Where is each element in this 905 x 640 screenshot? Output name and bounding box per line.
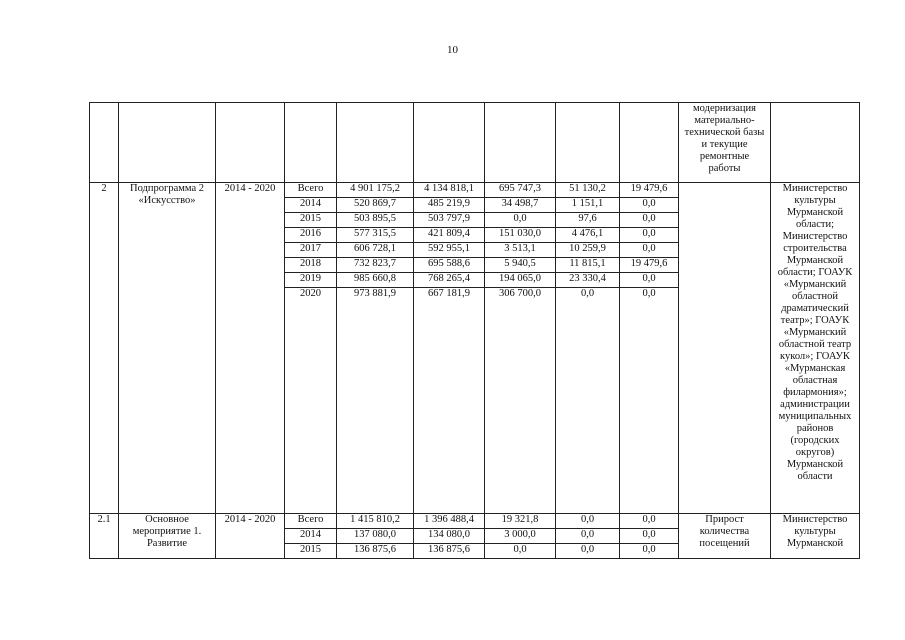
value-local: 0,0 xyxy=(556,544,620,559)
value-other: 0,0 xyxy=(620,288,679,514)
value-local: 1 151,1 xyxy=(556,198,620,213)
value-other: 0,0 xyxy=(620,228,679,243)
empty-cell xyxy=(771,103,860,183)
table-row-continuation xyxy=(90,103,860,183)
value-regional: 1 396 488,4 xyxy=(414,514,485,529)
responsible-cell: Министерство культуры Мурманской xyxy=(771,514,860,559)
value-federal: 151 030,0 xyxy=(485,228,556,243)
empty-cell xyxy=(216,103,285,183)
value-local: 10 259,9 xyxy=(556,243,620,258)
value-federal: 3 513,1 xyxy=(485,243,556,258)
empty-cell xyxy=(620,103,679,183)
value-federal: 194 065,0 xyxy=(485,273,556,288)
year-cell: Всего xyxy=(285,183,337,198)
value-total: 973 881,9 xyxy=(337,288,414,514)
value-total: 985 660,8 xyxy=(337,273,414,288)
empty-cell xyxy=(414,103,485,183)
value-federal: 5 940,5 xyxy=(485,258,556,273)
value-total: 137 080,0 xyxy=(337,529,414,544)
value-total: 503 895,5 xyxy=(337,213,414,228)
value-federal: 306 700,0 xyxy=(485,288,556,514)
page-number: 10 xyxy=(447,44,458,56)
value-other: 0,0 xyxy=(620,213,679,228)
value-total: 1 415 810,2 xyxy=(337,514,414,529)
value-federal: 19 321,8 xyxy=(485,514,556,529)
year-cell: 2019 xyxy=(285,273,337,288)
value-regional: 136 875,6 xyxy=(414,544,485,559)
value-total: 577 315,5 xyxy=(337,228,414,243)
value-other: 0,0 xyxy=(620,243,679,258)
program-table xyxy=(89,102,860,559)
value-total: 4 901 175,2 xyxy=(337,183,414,198)
row-number: 2.1 xyxy=(90,514,119,559)
measure-name: Основное мероприятие 1. Развитие xyxy=(119,514,216,559)
empty-cell xyxy=(485,103,556,183)
value-other: 0,0 xyxy=(620,273,679,288)
value-local: 97,6 xyxy=(556,213,620,228)
period: 2014 - 2020 xyxy=(216,514,285,559)
note-cell: модернизация материально- технической базы и текущие ремонтные работы xyxy=(679,103,771,183)
year-cell: 2014 xyxy=(285,198,337,213)
year-cell: 2015 xyxy=(285,213,337,228)
empty-cell xyxy=(119,103,216,183)
value-local: 0,0 xyxy=(556,288,620,514)
row-number: 2 xyxy=(90,183,119,514)
value-other: 0,0 xyxy=(620,198,679,213)
year-cell: Всего xyxy=(285,514,337,529)
value-other: 0,0 xyxy=(620,514,679,529)
year-cell: 2014 xyxy=(285,529,337,544)
year-cell: 2016 xyxy=(285,228,337,243)
value-federal: 695 747,3 xyxy=(485,183,556,198)
value-local: 0,0 xyxy=(556,529,620,544)
value-other: 19 479,6 xyxy=(620,258,679,273)
value-local: 23 330,4 xyxy=(556,273,620,288)
value-regional: 592 955,1 xyxy=(414,243,485,258)
empty-cell xyxy=(337,103,414,183)
period: 2014 - 2020 xyxy=(216,183,285,514)
value-other: 0,0 xyxy=(620,544,679,559)
year-cell: 2018 xyxy=(285,258,337,273)
value-other: 0,0 xyxy=(620,529,679,544)
indicator-cell: Прирост количества посещений xyxy=(679,514,771,559)
value-regional: 503 797,9 xyxy=(414,213,485,228)
value-total: 606 728,1 xyxy=(337,243,414,258)
value-regional: 4 134 818,1 xyxy=(414,183,485,198)
value-regional: 485 219,9 xyxy=(414,198,485,213)
empty-cell xyxy=(285,103,337,183)
year-cell: 2015 xyxy=(285,544,337,559)
value-regional: 695 588,6 xyxy=(414,258,485,273)
value-federal: 0,0 xyxy=(485,544,556,559)
value-total: 520 869,7 xyxy=(337,198,414,213)
year-cell: 2020 xyxy=(285,288,337,514)
value-local: 4 476,1 xyxy=(556,228,620,243)
value-local: 0,0 xyxy=(556,514,620,529)
year-cell: 2017 xyxy=(285,243,337,258)
value-regional: 134 080,0 xyxy=(414,529,485,544)
empty-cell xyxy=(90,103,119,183)
value-federal: 0,0 xyxy=(485,213,556,228)
value-total: 136 875,6 xyxy=(337,544,414,559)
responsible-cell: Министерство культуры Мурманской области; Министерство строительства Мурманской области; ГОАУК «Мурманский областной драматический театр»; ГОАУК «Мурманский областной театр кукол»; ГОАУК «Мурманская областная филармония»; администрации муниципальных районов (городских округов) Мурманской области xyxy=(771,183,860,514)
table-row xyxy=(90,514,860,529)
table-row xyxy=(90,183,860,198)
value-local: 51 130,2 xyxy=(556,183,620,198)
value-federal: 3 000,0 xyxy=(485,529,556,544)
subprogram-name: Подпрограмма 2 «Искусство» xyxy=(119,183,216,514)
indicator-cell xyxy=(679,183,771,514)
empty-cell xyxy=(556,103,620,183)
value-local: 11 815,1 xyxy=(556,258,620,273)
value-regional: 768 265,4 xyxy=(414,273,485,288)
value-regional: 421 809,4 xyxy=(414,228,485,243)
value-total: 732 823,7 xyxy=(337,258,414,273)
value-regional: 667 181,9 xyxy=(414,288,485,514)
value-other: 19 479,6 xyxy=(620,183,679,198)
value-federal: 34 498,7 xyxy=(485,198,556,213)
